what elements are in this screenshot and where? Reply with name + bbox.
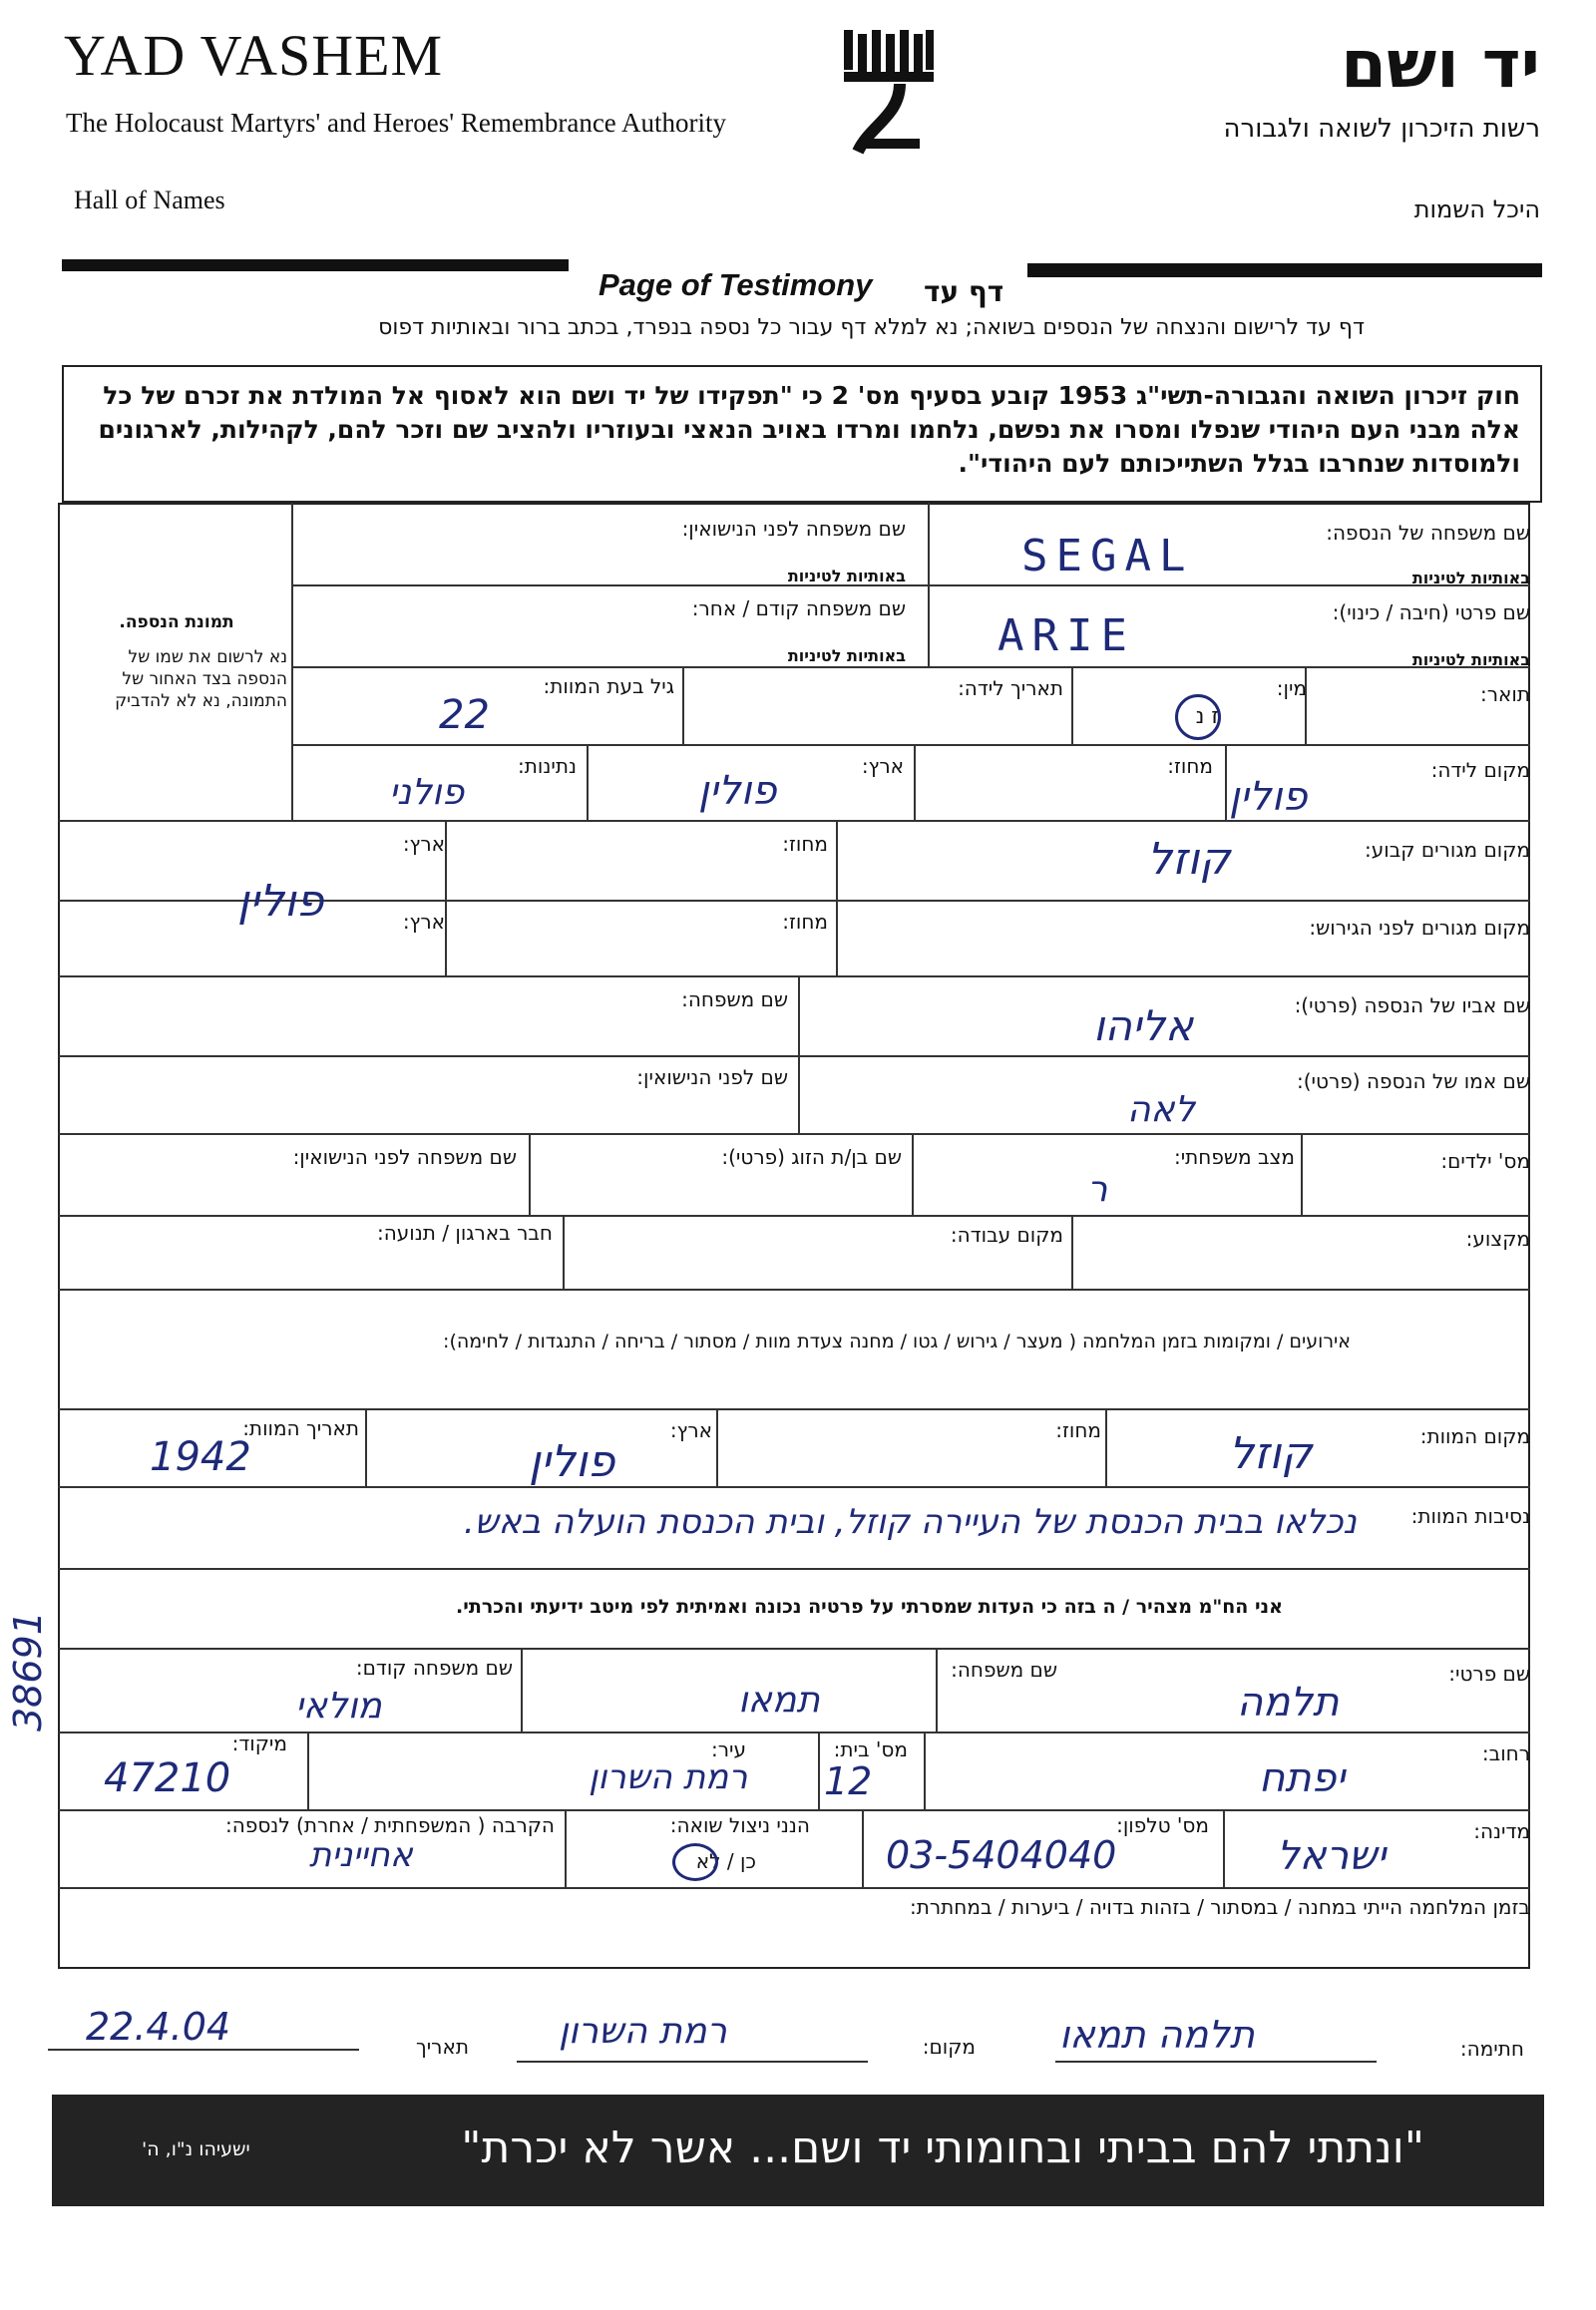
residence-before-deportation-label: מקום מגורים לפני הגירוש: [1309, 916, 1530, 940]
permanent-residence-label: מקום מגורים קבוע: [1365, 838, 1530, 862]
col-line [365, 1408, 367, 1486]
col-line [291, 503, 293, 820]
law-text-box: חוק זיכרון השואה והגבורה-תשי"ג 1953 קובע בסעיף מס' 2 כי "תפקידו של יד ושם הוא לאסוף אל המולדת את זכרם של כל אלה מבני העם היהודי שנפלו ומסרו את נפשם, נלחמו ומרדו באויב הנאצי ובעוזריו ולהציב שם וזכר להם, לקהילות, לארגונים ולמוסדות שנחרבו בגלל השתייכותם לעם היהודי". [62, 365, 1542, 503]
row-line [58, 1055, 1530, 1057]
submitter-previous-name-value[interactable]: מולאי [295, 1686, 382, 1727]
org-name-english: YAD VASHEM [64, 23, 444, 88]
col-line [682, 666, 684, 744]
col-line [716, 1408, 718, 1486]
col-line [445, 820, 447, 975]
country-label: מדינה: [1473, 1819, 1530, 1843]
row-line [58, 1215, 1530, 1217]
date-of-death-value[interactable]: 1942 [150, 1434, 251, 1480]
submitter-last-name-label: שם משפחה: [951, 1658, 1057, 1682]
photo-title: תמונת הנספה. [119, 612, 234, 632]
zip-label: מיקוד: [231, 1732, 287, 1755]
wartime-events-label: אירועים / ומקומות בזמן המלחמה ( מעצר / גירוש / גטו / מחנה צעדת מוות / מסתור / בריחה / התנגדות / לחימה): [443, 1331, 1351, 1352]
relation-value[interactable]: אחיינית [309, 1835, 413, 1875]
declaration-text: אני הח"מ מצהיר / ה בזה כי העדות שמסרתי על פרטיה נכונה ואמיתית לפי מיטב ידיעתי והכרתי. [456, 1596, 1283, 1618]
latin-letters-hint: באותיות לטיניות [787, 567, 906, 585]
age-at-death-value[interactable]: 22 [439, 692, 490, 738]
col-line [587, 744, 589, 820]
marital-status-label: מצב משפחתי: [1173, 1145, 1295, 1169]
father-family-name-label: שם משפחה: [681, 987, 788, 1011]
city-label: עיר: [710, 1737, 746, 1761]
header-rule-left [62, 259, 569, 271]
row-line [58, 1648, 1530, 1650]
residence-district-label: מחוז: [782, 832, 828, 856]
row-line [291, 744, 1530, 746]
spouse-maiden-name-label: שם משפחה לפני הנישואין: [292, 1145, 517, 1169]
date-label: תאריך [415, 2035, 469, 2059]
submitter-last-name-value[interactable]: תמאו [738, 1680, 820, 1721]
wartime-status-label: בזמן המלחמה הייתי במחנה / במסתור / בזהות בדויה / ביערות / במחתרת: [909, 1895, 1530, 1919]
col-line [1071, 1215, 1073, 1289]
age-at-death-label: גיל בעת המוות: [543, 674, 674, 698]
victim-first-name-value[interactable]: ARIE [998, 610, 1135, 661]
col-line [924, 1732, 926, 1809]
row-line [58, 1133, 1530, 1135]
death-country-label: ארץ: [669, 1418, 712, 1442]
mother-name-label: שם אמו של הנספה (פרטי): [1297, 1069, 1530, 1093]
nationality-label: נתינות: [518, 754, 577, 778]
hall-of-names-english: Hall of Names [74, 186, 225, 214]
row-line [58, 1408, 1530, 1410]
signature-value[interactable]: תלמה תמאו [1059, 2013, 1255, 2057]
street-label: רחוב: [1481, 1741, 1530, 1765]
holocaust-survivor-label: הנני ניצול שואה: [669, 1813, 810, 1837]
phone-label: מס' טלפון: [1116, 1813, 1209, 1837]
zip-value[interactable]: 47210 [104, 1755, 231, 1801]
death-district-label: מחוז: [1055, 1418, 1101, 1442]
birth-country-value[interactable]: פולין [698, 768, 777, 814]
col-line [307, 1732, 309, 1809]
org-subtitle-english: The Holocaust Martyrs' and Heroes' Remembrance Authority [66, 108, 727, 138]
signature-label: חתימה: [1459, 2037, 1524, 2061]
relation-label: הקרבה ( המשפחתית / אחרת) לנספה: [225, 1813, 555, 1837]
footer-source: ישעיהו נ"ו, ה' [142, 2138, 250, 2160]
row-line [58, 1568, 1530, 1570]
row-line [291, 666, 1530, 668]
deportation-district-label: מחוז: [782, 910, 828, 934]
street-value[interactable]: יפתח [1259, 1755, 1346, 1801]
col-line [565, 1809, 567, 1887]
deportation-country-label: ארץ: [402, 910, 445, 934]
workplace-label: מקום עבודה: [950, 1223, 1063, 1247]
phone-value[interactable]: 03-5404040 [886, 1833, 1117, 1877]
org-subtitle-hebrew: רשות הזיכרון לשואה ולגבורה [1223, 114, 1540, 144]
place-label: מקום: [922, 2035, 976, 2059]
father-name-label: שם אביו של הנספה (פרטי): [1294, 993, 1530, 1017]
col-line [1225, 744, 1227, 820]
gender-options[interactable]: ז נ [1195, 704, 1219, 729]
place-value[interactable]: רמת השרון [559, 2011, 727, 2052]
house-number-label: מס' בית: [833, 1737, 908, 1761]
previous-last-name-label: שם משפחה קודם / אחר: [691, 596, 906, 620]
date-line [48, 2049, 359, 2051]
father-name-value[interactable]: אליהו [1093, 1001, 1194, 1050]
photo-note: נא לרשום את שמו של הנספה בצד האחור של התמונה, נא לא להדביק [115, 647, 287, 711]
mother-maiden-name-label: שם לפני הנישואין: [636, 1065, 788, 1089]
spouse-name-label: שם בן/ת הזוג (פרטי): [721, 1145, 902, 1169]
row-line [291, 584, 1530, 586]
col-line [912, 1133, 914, 1215]
org-name-hebrew: יד ושם [1341, 26, 1540, 103]
submitter-previous-name-label: שם משפחה קודם: [355, 1656, 513, 1680]
row-line [58, 975, 1530, 977]
date-of-birth-label: תאריך לידה: [958, 676, 1063, 700]
place-of-death-value[interactable]: קוזל [1229, 1428, 1313, 1479]
footer-quote: "ונתתי להם בביתי ובחומותי יד ושם... אשר לא יכרת" [461, 2122, 1424, 2173]
page-title-hebrew: דף עד [924, 275, 1004, 308]
col-line [563, 1215, 565, 1289]
maiden-name-label: שם משפחה לפני הנישואין: [681, 517, 906, 541]
col-line [862, 1809, 864, 1887]
row-line [58, 1887, 1530, 1889]
header-rule-right [1027, 263, 1542, 277]
signature-line [1055, 2061, 1377, 2063]
row-line [58, 1289, 1530, 1291]
row-line [58, 1809, 1530, 1811]
row-line [58, 820, 1530, 822]
place-of-death-label: מקום המוות: [1419, 1424, 1530, 1448]
menorah-logo-icon [840, 26, 936, 156]
col-line [936, 1648, 938, 1732]
place-line [517, 2061, 868, 2063]
col-line [1105, 1408, 1107, 1486]
latin-letters-hint: באותיות לטיניות [1411, 650, 1530, 669]
survivor-yes-no[interactable]: כן / לא [695, 1849, 756, 1873]
birth-district-label: מחוז: [1167, 754, 1213, 778]
birthplace-value[interactable]: פולין [1229, 774, 1308, 820]
col-line [798, 975, 800, 1133]
title-label: תואר: [1480, 682, 1530, 706]
photo-box[interactable] [62, 503, 291, 738]
children-count-label: מס' ילדים: [1440, 1149, 1530, 1173]
col-line [529, 1133, 531, 1215]
death-country-value[interactable]: פולין [529, 1436, 615, 1487]
col-line [1223, 1809, 1225, 1887]
date-value[interactable]: 22.4.04 [86, 2005, 231, 2049]
victim-last-name-label: שם משפחה של הנספה: [1326, 521, 1530, 545]
residence-country-value[interactable]: פולין [237, 876, 324, 927]
page-title-english: Page of Testimony [598, 267, 873, 302]
country-value[interactable]: ישראל [1277, 1833, 1387, 1879]
gender-selected-circle [1175, 694, 1221, 740]
col-line [836, 820, 838, 975]
circumstances-of-death-value[interactable]: נכלאו בבית הכנסת של העיירה קוזל, ובית הכנסת הועלה באש. [463, 1502, 1357, 1542]
date-of-death-label: תאריך המוות: [242, 1416, 359, 1440]
victim-last-name-value[interactable]: SEGAL [1021, 531, 1194, 581]
footer-banner [52, 2095, 1544, 2206]
submitter-first-name-label: שם פרטי: [1448, 1662, 1530, 1686]
survivor-selected-circle [672, 1843, 718, 1881]
victim-first-name-label: שם פרטי (חיבה / כינוי): [1332, 600, 1530, 624]
instructions: דף עד לרישום והנצחה של הנספים בשואה; נא למלא דף עבור כל נספה בנפרד, בכתב ברור ובאותיות דפוס [378, 315, 1365, 340]
col-line [1301, 1133, 1303, 1215]
mother-name-value[interactable]: לאה [1127, 1089, 1196, 1130]
house-number-value[interactable]: 12 [824, 1759, 873, 1803]
submitter-first-name-value[interactable]: תלמה [1237, 1680, 1340, 1726]
residence-country-label: ארץ: [402, 832, 445, 856]
organization-member-label: חבר בארגון / תנועה: [376, 1221, 553, 1245]
gender-label: מין: [1276, 676, 1307, 700]
col-line [818, 1732, 820, 1809]
birth-country-label: ארץ: [861, 754, 904, 778]
circumstances-of-death-label: נסיבות המוות: [1410, 1504, 1530, 1528]
permanent-residence-value[interactable]: קוזל [1147, 834, 1231, 885]
city-value[interactable]: רמת השרון [589, 1757, 748, 1797]
hall-of-names-hebrew: היכל השמות [1413, 195, 1540, 223]
birthplace-label: מקום לידה: [1430, 758, 1530, 782]
serial-number: 38691 [6, 1611, 50, 1732]
col-line [1071, 666, 1073, 744]
latin-letters-hint: באותיות לטיניות [787, 646, 906, 665]
marital-status-value[interactable]: ר [1087, 1169, 1108, 1210]
profession-label: מקצוע: [1465, 1227, 1530, 1251]
nationality-value[interactable]: פולני [389, 772, 465, 813]
col-line [914, 744, 916, 820]
latin-letters-hint: באותיות לטיניות [1411, 569, 1530, 587]
col-line [928, 503, 930, 666]
col-line [521, 1648, 523, 1732]
row-line [58, 1486, 1530, 1488]
